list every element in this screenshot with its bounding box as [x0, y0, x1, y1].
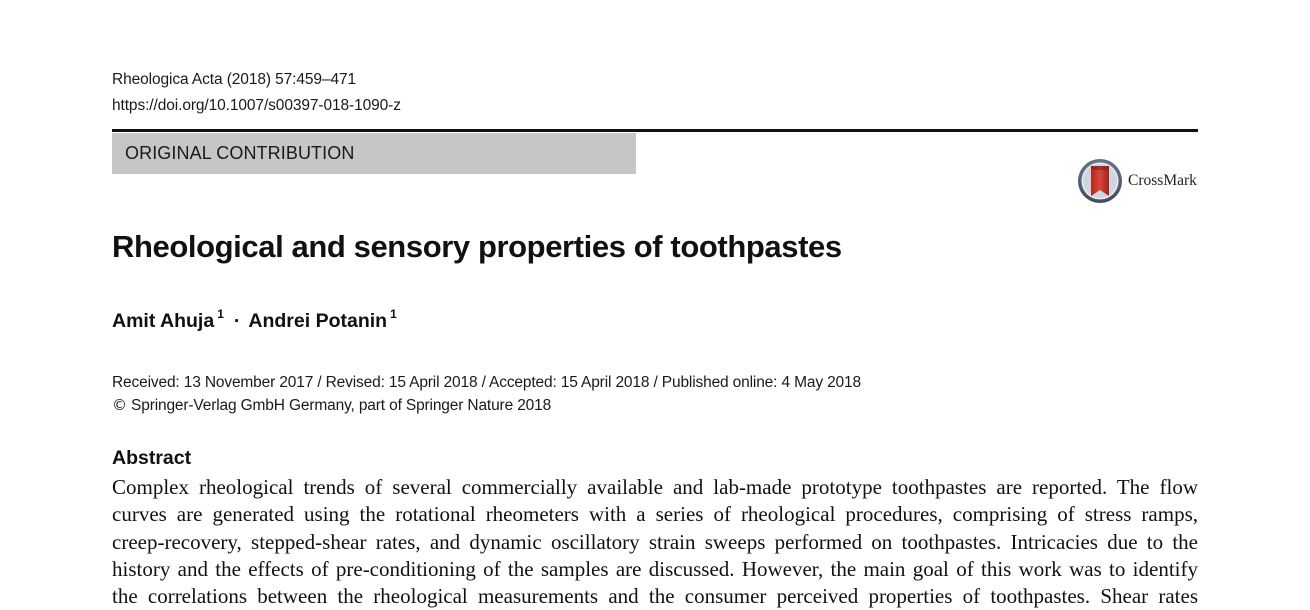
copyright-text: Springer-Verlag GmbH Germany, part of Springer Nature 2018: [131, 397, 552, 414]
section-label-bar: [112, 133, 636, 174]
author-separator: ·: [233, 310, 241, 332]
crossmark-label[interactable]: CrossMark: [1128, 172, 1197, 189]
abstract-line: history and the effects of pre-conditioning of the samples are discussed. However, the main goal of this work was to identify: [112, 556, 1198, 581]
article-title: Rheological and sensory properties of toothpastes: [112, 229, 842, 264]
abstract-line: creep-recovery, stepped-shear rates, and dynamic oscillatory strain sweeps performed on toothpastes. Intricacies due to the: [112, 529, 1198, 554]
copyright-notice: [112, 396, 551, 415]
doi-link[interactable]: https://doi.org/10.1007/s00397-018-1090-z: [112, 97, 401, 114]
author-affiliation: 1: [390, 307, 397, 321]
author-name[interactable]: Amit Ahuja: [112, 310, 215, 332]
author-name[interactable]: Andrei Potanin: [248, 310, 388, 332]
abstract-heading: Abstract: [112, 447, 192, 469]
publication-dates: Received: 13 November 2017 / Revised: 15 April 2018 / Accepted: 15 April 2018 / Published online: 4 May 2018: [112, 374, 861, 391]
header-rule: [112, 129, 1198, 132]
journal-citation: Rheologica Acta (2018) 57:459–471: [112, 71, 357, 88]
copyright-symbol: ©: [112, 396, 127, 414]
author-list: [112, 307, 397, 333]
crossmark-badge[interactable]: [1077, 158, 1197, 204]
abstract-line: the correlations between the rheological measurements and the consumer perceived properties of toothpastes. Shear rates: [112, 584, 1198, 609]
author-affiliation: 1: [217, 307, 224, 321]
crossmark-icon[interactable]: [1077, 158, 1123, 204]
section-label: ORIGINAL CONTRIBUTION: [125, 143, 355, 163]
abstract-body: [112, 474, 1198, 610]
abstract-line: Complex rheological trends of several commercially available and lab-made prototype toothpastes are reported. The flow: [112, 475, 1198, 499]
abstract-line: curves are generated using the rotational rheometers with a series of rheological procedures, comprising of stress ramps,: [112, 502, 1198, 527]
